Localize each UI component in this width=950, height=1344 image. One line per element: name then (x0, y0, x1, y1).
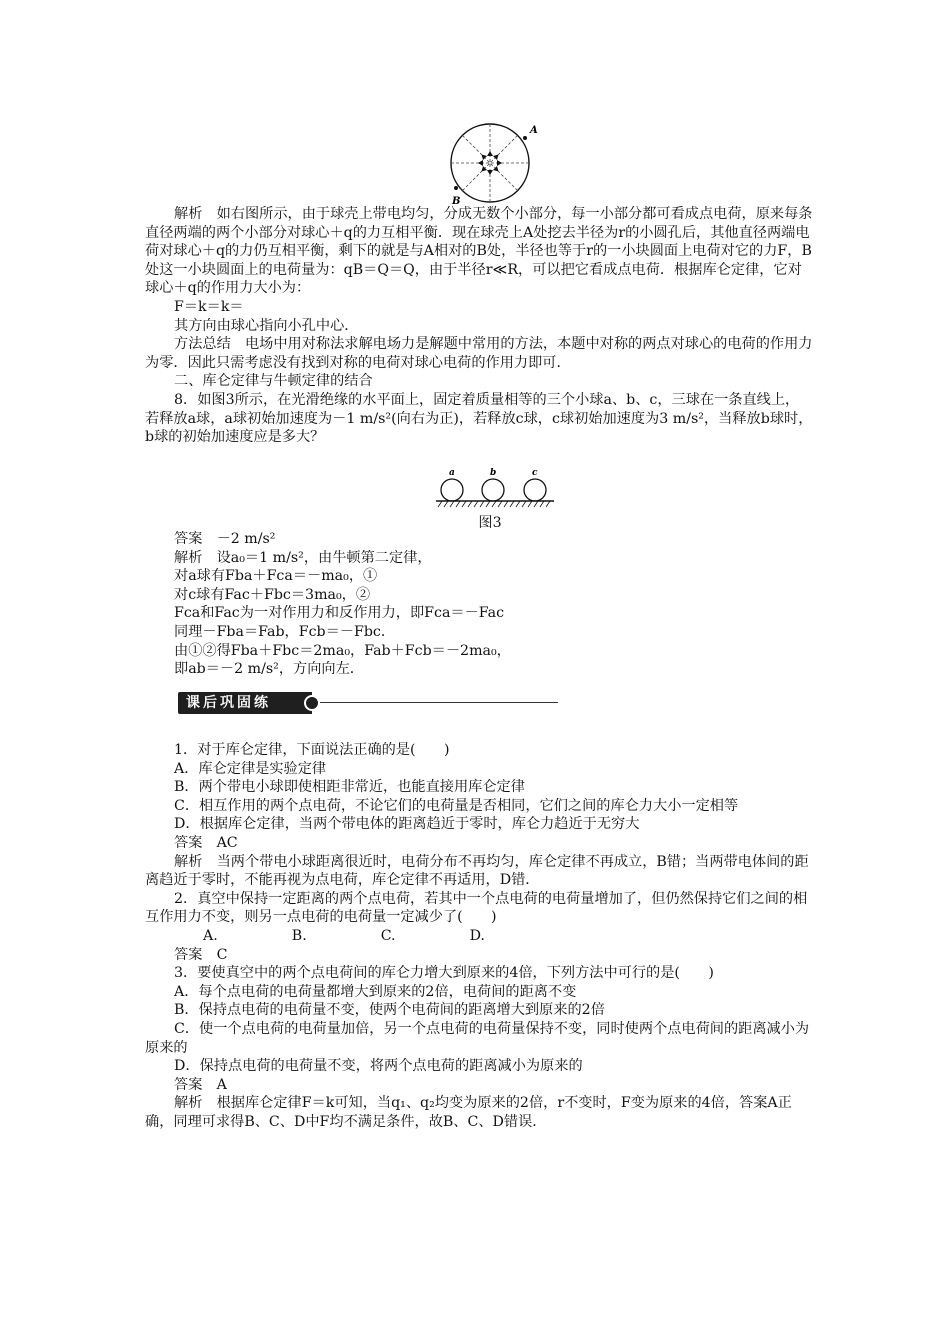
ball-label-a: a (449, 468, 455, 478)
section-banner (178, 692, 558, 714)
balls-figure (432, 466, 556, 508)
exercise-1-option-b: B．两个带电小球即使相距非常近，也能直接用库仑定律 (174, 779, 525, 796)
method-summary: 方法总结 电场中用对称法求解电场力是解题中常用的方法，本题中对称的两点对球心的电荷的作用力为零．因此只需考虑没有找到对称的电荷对球心电荷的作用力即可． (145, 336, 813, 371)
sphere-figure (445, 121, 545, 207)
exercise-1-option-a: A．库仑定律是实验定律 (174, 760, 327, 777)
exercise-1-option-c: C．相互作用的两个点电荷，不论它们的电荷量是否相同，它们之间的库仑力大小一定相等 (174, 797, 739, 814)
banner-dot-icon (304, 695, 320, 711)
exercise-2: 2．真空中保持一定距离的两个点电荷，若其中一个点电荷的电荷量增加了，但仍然保持它们之间的相互作用力不变，则另一点电荷的电荷量一定减少了( ) (145, 890, 808, 926)
q8-answer-block (145, 530, 813, 679)
q8-step: 即ab＝－2 m/s²，方向向左． (174, 661, 364, 678)
banner-label: 课后巩固练 (178, 692, 312, 714)
solution-block (145, 205, 813, 447)
q8-step: 由①②得Fba＋Fbc＝2ma₀，Fab＋Fcb＝－2ma₀， (174, 642, 511, 659)
banner-rule (320, 702, 558, 703)
ball-c (524, 479, 546, 501)
exercise-3-option-a: A．每个点电荷的电荷量都增大到原来的2倍，电荷间的距离不变 (174, 983, 577, 1000)
exercise-1: 1．对于库仑定律，下面说法正确的是( ) (174, 742, 450, 758)
exercise-2-option-a: A. (203, 927, 218, 944)
ball-label-c: c (532, 468, 538, 478)
sphere-diameters (451, 124, 529, 202)
exercise-2-options (145, 927, 813, 946)
surface-hatch (438, 501, 550, 507)
exercise-1-option-d: D．根据库仑定律，当两个带电体的距离趋近于零时，库仑力趋近于无穷大 (174, 816, 640, 833)
q8-step: Fca和Fac为一对作用力和反作用力，即Fca＝－Fac (174, 605, 505, 622)
exercise-3-explanation: 解析 根据库仑定律F＝k可知，当q₁、q₂均变为原来的2倍，r不变时，F变为原来的4倍，答案A正确，同理可求得B、C、D中F均不满足条件，故B、C、D错误． (145, 1095, 792, 1130)
exercise-3-option-d: D．保持点电荷的电荷量不变，将两个点电荷的距离减小为原来的 (174, 1058, 583, 1075)
exercise-1-explanation: 解析 当两个带电小球距离很近时，电荷分布不再均匀，库仑定律不再成立，B错；当两带电体间的距离趋近于零时，不能再视为点电荷，库仑定律不再适用，D错． (145, 853, 809, 889)
q8-step: 对c球有Fac＋Fbc＝3ma₀，② (174, 586, 371, 603)
solution-paragraph: 解析 如右图所示，由于球壳上带电均匀，分成无数个小部分，每一小部分都可看成点电荷，原来每条直径两端的两个小部分对球心＋q的力互相平衡．现在球壳上A处挖去半径为r的小圆孔后，其他直径两端电荷对球心＋q的力仍互相平衡，剩下的就是与A相对的B处，半径也等于r的一小块圆面上电荷对它的力F，B处这一小块圆面上的电荷量为：qB＝Q＝Q，由于半径r≪R，可以把它看成点电荷．根据库仑定律，它对球心＋q的作用力大小为： (145, 206, 813, 297)
ball-b (482, 479, 504, 501)
exercise-3-answer: 答案 A (174, 1076, 227, 1093)
exercise-2-answer: 答案 C (174, 946, 228, 963)
q8-step: 解析 设a₀＝1 m/s²，由牛顿第二定律， (174, 549, 432, 566)
force-arrows (478, 151, 502, 175)
q8-answer: 答案 －2 m/s² (174, 531, 276, 547)
q8-step: 同理－Fba＝Fab，Fcb＝－Fbc． (174, 623, 396, 640)
section-heading: 二、库仑定律与牛顿定律的结合 (174, 373, 373, 390)
exercise-3-option-c: C．使一个点电荷的电荷量加倍，另一个点电荷的电荷量保持不变，同时使两个点电荷间的距离减小为原来的 (145, 1020, 810, 1056)
ball-label-b: b (490, 468, 497, 478)
exercise-3: 3．要使真空中的两个点电荷间的库仑力增大到原来的4倍，下列方法中可行的是( ) (174, 965, 714, 982)
question-8: 8．如图3所示，在光滑绝缘的水平面上，固定着质量相等的三个小球a、b、c，三球在一条直线上，若释放a球，a球初始加速度为－1 m/s²(向右为正)，若释放c球，c球初始加速度为3 m/s²，当释放b球时，b球的初始加速度应是多大？ (145, 391, 813, 446)
exercises-block (145, 741, 813, 1131)
q8-step: 对a球有Fba＋Fca＝－ma₀，① (174, 568, 378, 585)
exercise-1-answer: 答案 AC (174, 834, 238, 851)
force-formula: F＝k＝k＝ (174, 298, 244, 315)
label-b: B (452, 196, 461, 207)
figure-caption: 图3 (478, 515, 502, 531)
exercise-2-option-d: D. (469, 927, 485, 944)
exercise-2-option-c: C. (380, 927, 396, 944)
force-direction: 其方向由球心指向小孔中心． (174, 317, 359, 334)
label-a: A (530, 125, 538, 136)
exercise-2-option-b: B. (291, 927, 307, 944)
exercise-3-option-b: B．保持点电荷的电荷量不变，使两个电荷间的距离增大到原来的2倍 (174, 1002, 605, 1019)
ball-a (441, 479, 463, 501)
